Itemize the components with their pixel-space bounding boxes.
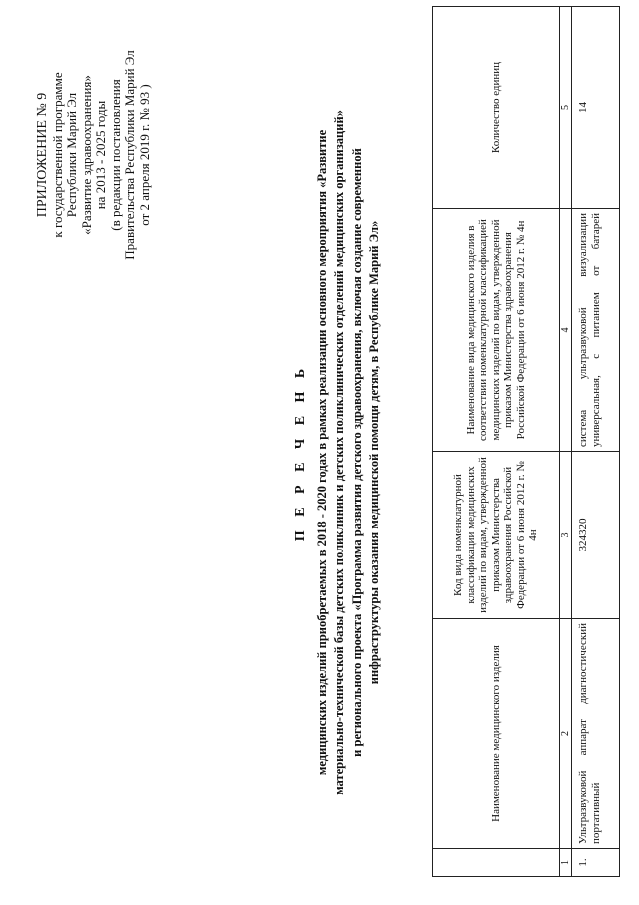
header-cell-number: [433, 849, 560, 877]
heading-line: материально-технической базы детских поликлиник и детских поликлинических отделений медицинских организаций»: [332, 110, 346, 795]
heading-line: медицинских изделий приобретаемых в 2018 - 2020 годах в рамках реализации основного мероприятия «Развитие: [314, 129, 329, 776]
appendix-line: на 2013 - 2025 годы: [93, 100, 108, 210]
appendix-line: Республики Марий Эл: [64, 92, 79, 218]
device-quantity: 14: [572, 7, 620, 209]
appendix-title: ПРИЛОЖЕНИЕ № 9: [35, 92, 50, 218]
table-header-row: [433, 7, 560, 877]
heading-line: и регионального проекта «Программа развития детского здравоохранения, включая создание современной: [349, 148, 364, 757]
header-cell-code: Код вида номенклатурной классификации медицинских изделий по видам, утвержденной приказом Министерства здравоохранения Российской Федерации от 6 июня 2012 г. № 4н: [433, 452, 560, 619]
device-kind: система ультразвуковой визуализации универсальная, с питанием от батарей: [572, 209, 620, 452]
table-row: [572, 7, 620, 877]
header-cell-quantity: Количество единиц: [433, 7, 560, 209]
devices-table: [432, 6, 620, 877]
header-cell-name: Наименование медицинского изделия: [433, 619, 560, 849]
appendix-line: Правительства Республики Марий Эл: [122, 50, 137, 260]
column-number: 1: [560, 849, 572, 877]
column-number: 2: [560, 619, 572, 849]
column-numbers-row: [560, 7, 572, 877]
appendix-block: [36, 25, 152, 285]
column-number: 4: [560, 209, 572, 452]
heading-line: инфраструктуры оказания медицинской помощи детям, в Республике Марий Эл»: [367, 220, 381, 685]
document-title: П Е Р Е Ч Е Н Ь: [293, 363, 308, 542]
appendix-line: (в редакции постановления: [107, 79, 123, 231]
appendix-line: от 2 апреля 2019 г. № 93 ): [136, 84, 152, 226]
appendix-line: «Развитие здравоохранения»: [78, 75, 94, 235]
column-number: 3: [560, 452, 572, 619]
document-heading: [292, 0, 384, 905]
appendix-line: к государственной программе: [49, 72, 65, 238]
column-number: 5: [560, 7, 572, 209]
row-number: 1.: [572, 849, 620, 877]
header-cell-kind: Наименование вида медицинского изделия в соответствии номенклатурной классификацией медицинских изделий по видам, утвержденной приказом Министерства здравоохранения Российской Федерации от 6 июня 2012 г. № 4н: [433, 209, 560, 452]
device-name: Ультразвуковой аппарат диагностический портативный: [572, 619, 620, 849]
device-code: 324320: [572, 452, 620, 619]
